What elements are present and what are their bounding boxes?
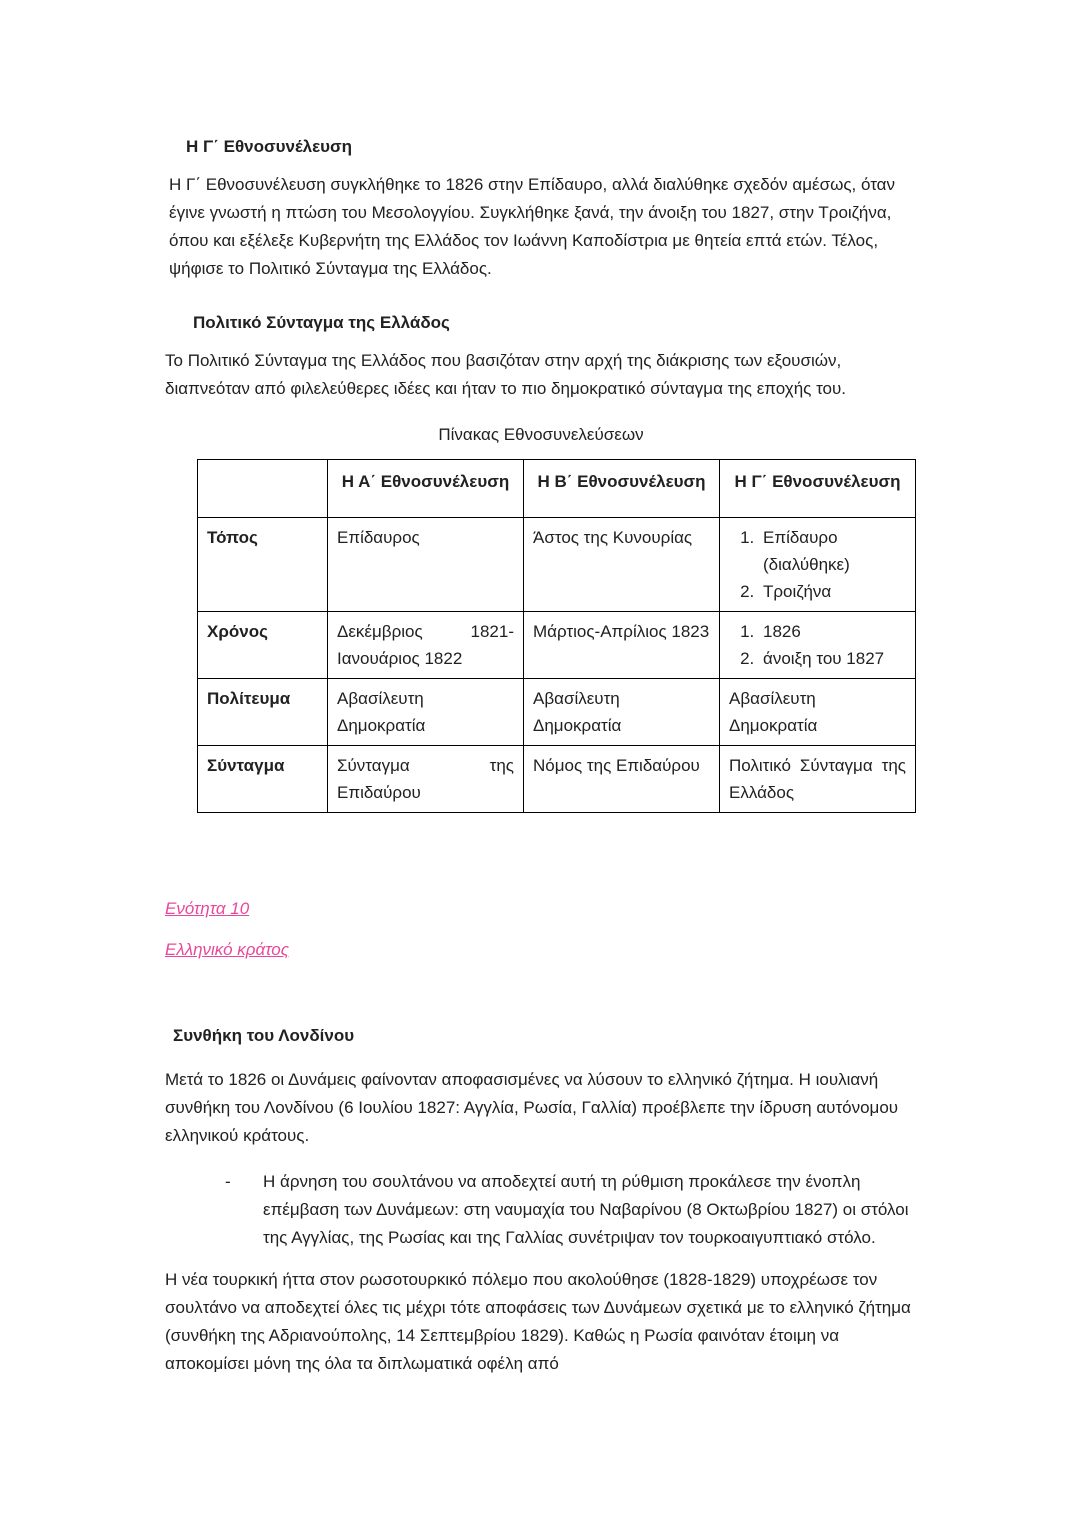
table-cell: Μάρτιος-Απρίλιος 1823	[524, 612, 720, 679]
table-cell: Αβασίλευτη Δημοκρατία	[328, 679, 524, 746]
table-row-xronos	[198, 612, 916, 679]
table-header-row	[198, 460, 916, 518]
table-cell: Αβασίλευτη Δημοκρατία	[720, 679, 916, 746]
table-cell: Νόμος της Επιδαύρου	[524, 746, 720, 813]
list-item: 1. 1826	[759, 618, 906, 645]
row-label: Τόπος	[198, 518, 328, 612]
list-item: 2. Τροιζήνα	[759, 578, 906, 605]
table-cell: Αβασίλευτη Δημοκρατία	[524, 679, 720, 746]
doc-link-kratos	[165, 936, 917, 964]
list-item: 2. άνοιξη του 1827	[759, 645, 906, 672]
table-row-politevma	[198, 679, 916, 746]
table-cell: Πολιτικό Σύνταγμα της Ελλάδος	[720, 746, 916, 813]
paragraph-third-assembly: Η Γ΄ Εθνοσυνέλευση συγκλήθηκε το 1826 στην Επίδαυρο, αλλά διαλύθηκε σχεδόν αμέσως, όταν έγινε γνωστή η πτώση του Μεσολογγίου. Συγκλήθηκε ξανά, την άνοιξη του 1827, στην Τροιζήνα, όπου και εξέλεξε Κυβερνήτη της Ελλάδος τον Ιωάννη Καποδίστρια με θητεία επτά ετών. Τέλος, ψήφισε το Πολιτικό Σύνταγμα της Ελλάδος.	[169, 175, 895, 278]
table-cell	[720, 612, 916, 679]
table-row-syntagma	[198, 746, 916, 813]
links-block	[165, 895, 917, 964]
doc-link-enotita	[165, 895, 917, 923]
numbered-list	[729, 618, 906, 672]
assemblies-table	[197, 459, 916, 813]
column-header-c: Η Γ΄ Εθνοσυνέλευση	[720, 460, 916, 518]
row-label: Πολίτευμα	[198, 679, 328, 746]
table-row-topos	[198, 518, 916, 612]
table-cell: Επίδαυρος	[328, 518, 524, 612]
paragraph-london-2: Η νέα τουρκική ήττα στον ρωσοτουρκικό πόλεμο που ακολούθησε (1828-1829) υποχρέωσε τον σουλτάνο να αποδεχτεί όλες τις μέχρι τότε αποφάσεις των Δυνάμεων σχετικά με το ελληνικό ζήτημα (συνθήκη της Αδριανούπολης, 14 Σεπτεμβρίου 1829). Καθώς η Ρωσία φαινόταν έτοιμη να αποκομίσει μόνη της όλα τα διπλωματικά οφέλη από	[165, 1270, 911, 1373]
paragraph-political-constitution: Το Πολιτικό Σύνταγμα της Ελλάδος που βασιζόταν στην αρχή της διάκρισης των εξουσιών, διαπνεόταν από φιλελεύθερες ιδέες και ήταν το πιο δημοκρατικό σύνταγμα της εποχής του.	[165, 351, 847, 398]
paragraph-london-1: Μετά το 1826 οι Δυνάμεις φαίνονταν αποφασισμένες να λύσουν το ελληνικό ζήτημα. Η ιουλιανή συνθήκη του Λονδίνου (6 Ιουλίου 1827: Αγγλία, Ρωσία, Γαλλία) προέβλεπε την ίδρυση αυτόνομου ελληνικού κράτους.	[165, 1070, 899, 1145]
link-elliniko-kratos[interactable]: Ελληνικό κράτος	[165, 940, 290, 959]
table-title: Πίνακας Εθνοσυνελεύσεων	[438, 425, 644, 444]
list-item: 1. Επίδαυρο (διαλύθηκε)	[759, 524, 906, 578]
table-header-empty	[198, 460, 328, 518]
numbered-list	[729, 524, 906, 605]
section-heading-third-assembly: Η Γ΄ Εθνοσυνέλευση	[186, 137, 353, 156]
table-cell	[720, 518, 916, 612]
row-label: Σύνταγμα	[198, 746, 328, 813]
column-header-a: Η Α΄ Εθνοσυνέλευση	[328, 460, 524, 518]
bullet-item	[165, 1168, 917, 1252]
section-heading-london-treaty: Συνθήκη του Λονδίνου	[173, 1026, 355, 1045]
bullet-text: Η άρνηση του σουλτάνου να αποδεχτεί αυτή τη ρύθμιση προκάλεσε την ένοπλη επέμβαση των Δυνάμεων: στη ναυμαχία του Ναβαρίνου (8 Οκτωβρίου 1827) οι στόλοι της Αγγλίας, της Ρωσίας και της Γαλλίας συνέτριψαν τον τουρκοαιγυπτιακό στόλο.	[263, 1172, 909, 1247]
bullet-dash: -	[225, 1172, 231, 1191]
link-enotita-10[interactable]: Ενότητα 10	[165, 899, 250, 918]
table-cell: Σύνταγμα της Επιδαύρου	[328, 746, 524, 813]
table-cell: Δεκέμβριος 1821-Ιανουάριος 1822	[328, 612, 524, 679]
column-header-b: Η Β΄ Εθνοσυνέλευση	[524, 460, 720, 518]
row-label: Χρόνος	[198, 612, 328, 679]
table-cell: Άστος της Κυνουρίας	[524, 518, 720, 612]
section-heading-political-constitution: Πολιτικό Σύνταγμα της Ελλάδος	[193, 313, 450, 332]
